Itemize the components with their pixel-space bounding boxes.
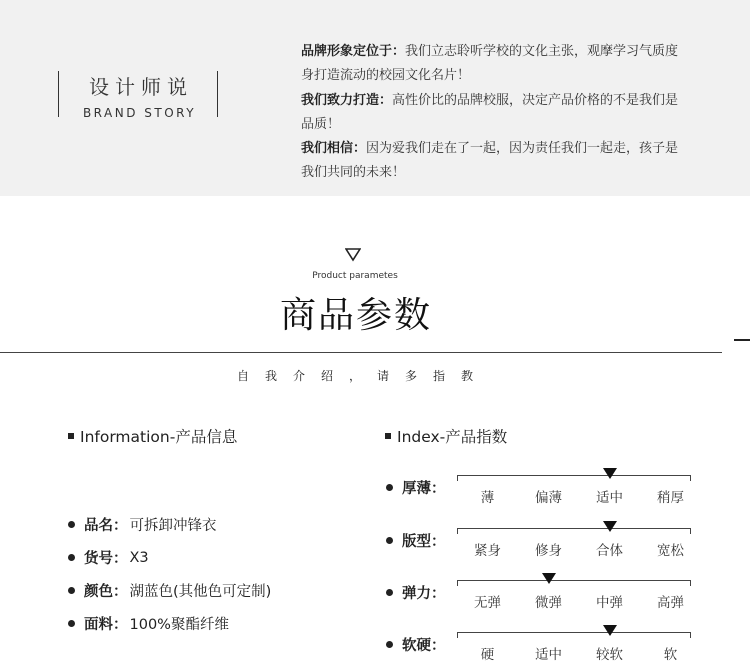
index-heading-text: Index-产品指数: [397, 428, 508, 446]
brand-title-cn: 设计师说: [89, 75, 193, 99]
scale-option: 适中: [535, 647, 562, 663]
brand-paragraph-body: 高性价比的品牌校服，决定产品价格的不是我们是品质！: [301, 92, 679, 132]
scale-bar: [457, 475, 691, 481]
bullet-dot-icon: [386, 484, 393, 491]
info-item-name: [68, 508, 368, 541]
scale-option: 修身: [535, 543, 562, 559]
scale-option: 无弹: [474, 595, 501, 611]
brand-paragraph-lead: 品牌形象定位于：: [301, 44, 406, 59]
scale-option: 高弹: [657, 595, 684, 611]
scale-label: [386, 582, 446, 603]
scale-option: 合体: [596, 543, 623, 559]
brand-paragraph: [301, 137, 681, 186]
bullet-dot-icon: [386, 641, 393, 648]
intro-text: 自我介绍，请多指教: [236, 369, 489, 383]
info-heading-text: Information-产品信息: [80, 428, 238, 446]
bullet-dot-icon: [68, 554, 75, 561]
bullet-dot-icon: [386, 537, 393, 544]
scale-label: [386, 634, 446, 655]
brand-paragraph-lead: 我们致力打造：: [301, 92, 393, 108]
scale-elasticity: [386, 582, 706, 622]
scale-label-text: 厚薄：: [402, 481, 446, 497]
scale-bar: [457, 580, 691, 586]
scale-bar: [457, 528, 691, 534]
scale-thickness: [386, 477, 706, 517]
params-title-cn: 商品参数: [279, 295, 432, 336]
scale-marker-icon: [603, 468, 617, 479]
scale-option: 适中: [596, 490, 623, 506]
scale-option: 薄: [480, 490, 495, 506]
section-divider: [0, 352, 722, 353]
brand-story-band: [0, 0, 750, 196]
scale-option: 微弹: [535, 595, 562, 611]
info-value: 可拆卸冲锋衣: [129, 518, 217, 534]
scale-marker-icon: [542, 573, 556, 584]
bullet-dot-icon: [386, 589, 393, 596]
square-bullet-icon: [68, 433, 74, 439]
info-key: 品名：: [84, 518, 128, 534]
info-key: 面料：: [84, 617, 128, 633]
scale-option: 中弹: [596, 595, 623, 611]
brand-paragraph-body: 因为爱我们走在了一起，因为责任我们一起走，孩子是我们共同的未来！: [301, 141, 679, 181]
brand-paragraph: [301, 40, 681, 89]
scale-fit: [386, 530, 706, 570]
bullet-dot-icon: [68, 521, 75, 528]
scale-marker-icon: [603, 521, 617, 532]
scale-option: 宽松: [657, 543, 684, 559]
scale-label-text: 弹力：: [402, 586, 446, 602]
scale-options: [457, 591, 701, 611]
info-value: 100%聚酯纤维: [129, 617, 229, 633]
params-title-en: Product parametes: [312, 271, 398, 281]
info-item-sku: [68, 541, 368, 574]
brand-story-text: [301, 40, 681, 186]
brand-story-badge: [58, 71, 218, 120]
scale-option: 偏薄: [535, 490, 562, 506]
brand-paragraph: [301, 89, 681, 138]
bullet-dot-icon: [68, 587, 75, 594]
info-heading: [68, 425, 237, 447]
scale-bar: [457, 632, 691, 638]
scale-options: [457, 643, 701, 663]
scale-label-text: 软硬：: [402, 638, 446, 654]
info-key: 货号：: [84, 551, 128, 567]
square-bullet-icon: [385, 433, 391, 439]
scale-options: [457, 486, 701, 506]
scale-option: 硬: [480, 647, 495, 663]
scale-label-text: 版型：: [402, 534, 446, 550]
scale-softness: [386, 634, 706, 672]
scale-label: [386, 477, 446, 498]
info-list: [68, 508, 368, 640]
section-divider-stub: [734, 339, 750, 341]
info-item-color: [68, 574, 368, 607]
info-key: 颜色：: [84, 584, 128, 600]
scale-marker-icon: [603, 625, 617, 636]
triangle-down-icon: [345, 248, 361, 262]
info-value: 湖蓝色(其他色可定制): [129, 584, 272, 600]
brand-paragraph-body: 我们立志聆听学校的文化主张，观摩学习气质度身打造流动的校园文化名片！: [301, 44, 679, 84]
scale-option: 紧身: [474, 543, 501, 559]
brand-title-en: BRAND STORY: [82, 106, 197, 120]
info-item-fabric: [68, 607, 368, 640]
index-heading: [385, 425, 507, 447]
scale-option: 较软: [596, 647, 623, 663]
brand-paragraph-lead: 我们相信：: [301, 141, 367, 157]
scale-label: [386, 530, 446, 551]
scale-option: 稍厚: [657, 490, 684, 506]
bullet-dot-icon: [68, 620, 75, 627]
scale-option: 软: [663, 647, 678, 663]
info-value: X3: [129, 549, 149, 566]
scale-options: [457, 539, 701, 559]
